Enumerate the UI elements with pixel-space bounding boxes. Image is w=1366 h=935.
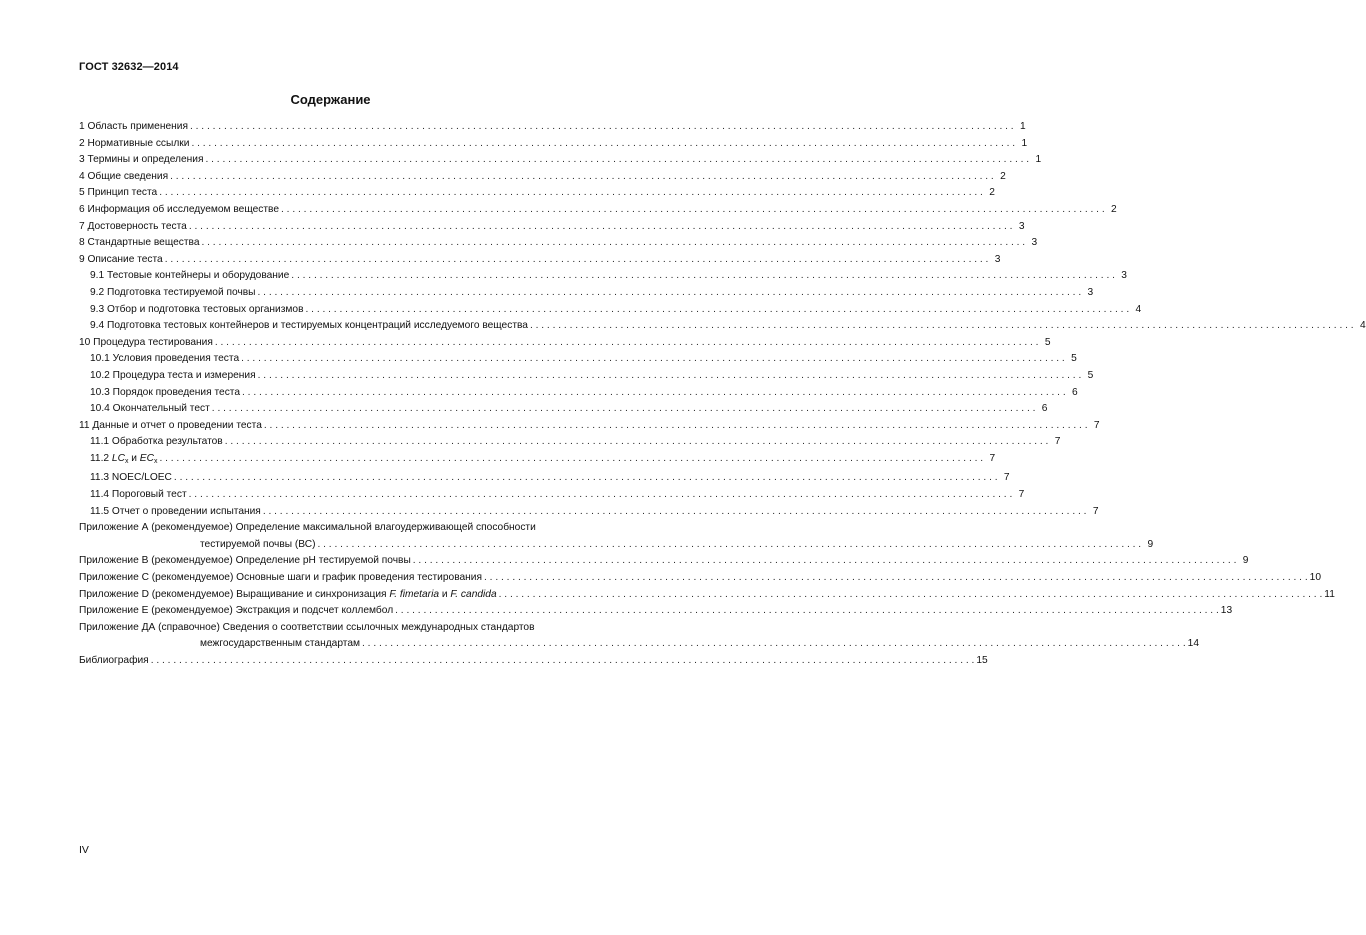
toc-entry[interactable] [79,620,1199,653]
leader-dots [413,553,1237,570]
toc-page-number: 5 [1071,353,1077,365]
toc-entry-label: Библиография [79,655,149,666]
leader-dots [170,169,994,186]
toc-label-part: Приложение D (рекомендуемое) Выращивание и синхронизация [79,588,390,600]
toc-entry[interactable] [79,451,996,471]
toc-page-number: 6 [1041,403,1048,415]
toc-page-number: 7 [1018,489,1025,501]
toc-page-number: 11 [1324,588,1335,600]
toc-page-number: 1 [1021,137,1028,149]
toc-entry[interactable] [79,285,1094,302]
toc-entry[interactable] [79,487,1025,504]
toc-entry[interactable] [79,418,1100,435]
page-title: Содержание [290,92,371,107]
toc-page-number: 2 [1000,170,1006,182]
leader-dots [242,385,1066,402]
toc-label-part: и [128,452,140,464]
toc-page-number: 7 [1093,419,1100,431]
toc-entry[interactable] [79,351,1077,368]
toc-entry-label: 11 Данные и отчет о проведении теста [79,419,262,431]
toc-page-number: 5 [1087,369,1094,381]
leader-dots [225,434,1049,451]
toc-entry-label: 11.3 NOEC/LOEC [90,472,172,484]
toc-entry-label: Приложение А (рекомендуемое) Определение максимальной влагоудерживающей способности [79,522,536,534]
toc-entry[interactable] [79,318,1366,335]
toc-entry-label-continued: межгосударственным стандартам [200,638,360,650]
toc-entry-label: 10.1 Условия проведения теста [90,353,240,365]
toc-entry-label: Приложение Е (рекомендуемое) Экстракция и подсчет коллембол [79,605,394,617]
leader-dots [362,636,1186,653]
toc-label-part: 11.2 [90,452,112,464]
toc-label-subscript: x [124,457,129,465]
leader-dots [212,401,1036,418]
toc-entry[interactable] [79,603,1233,620]
toc-entry-label: 11.5 Отчет о проведении испытания [90,505,261,517]
toc-entry-label: 5 Принцип теста [79,187,158,199]
toc-page-number: 3 [1121,270,1127,282]
toc-entry[interactable] [79,235,1038,252]
toc-entry[interactable] [79,169,1006,186]
leader-dots [159,451,983,468]
toc-entry-label: 10.2 Процедура теста и измерения [90,369,256,381]
toc-entry[interactable] [79,520,1154,553]
toc-entry-label: 11.4 Пороговый тест [90,489,187,501]
document-header: ГОСТ 32632—2014 [79,61,179,73]
toc-entry[interactable] [79,401,1048,418]
toc-page-number: 3 [994,253,1001,265]
toc-entry-label [79,451,157,471]
leader-dots [530,318,1354,335]
toc-entry[interactable] [79,553,1249,570]
leader-dots [258,285,1082,302]
leader-dots [189,219,1013,236]
leader-dots [159,185,983,202]
toc-page-number: 13 [1220,605,1233,617]
toc-page-number: 7 [1003,472,1010,484]
toc-entry-label: 9.2 Подготовка тестируемой почвы [90,286,256,298]
toc-entry-label: 9 Описание теста [79,253,163,265]
toc-page-number: 7 [989,452,996,464]
toc-entry-label-continued: тестируемой почвы (ВС) [200,538,316,550]
toc-page-number: 3 [1031,237,1038,249]
toc-entry-label: 8 Стандартные вещества [79,237,200,249]
toc-entry-label: 7 Достоверность теста [79,220,187,232]
toc-page-number: 10 [1309,572,1322,584]
toc-page-number: 2 [1111,203,1117,215]
toc-entry-label: 3 Термины и определения [79,154,204,166]
leader-dots [395,603,1219,620]
toc-entry-label [79,587,497,604]
toc-entry[interactable] [79,570,1322,587]
toc-entry[interactable] [79,335,1051,352]
toc-label-part: F. candida [450,588,497,600]
toc-entry[interactable] [79,653,988,670]
toc-entry-label: 10.3 Порядок проведения теста [90,386,241,398]
toc-entry-label: 9.3 Отбор и подготовка тестовых организмов [90,303,304,315]
toc-page-number: 4 [1135,303,1142,315]
leader-dots [174,470,998,487]
toc-page-number: 9 [1242,555,1249,567]
toc-entry[interactable] [79,385,1078,402]
toc-page-number: 4 [1359,320,1366,332]
toc-entry-label: 2 Нормативные ссылки [79,137,190,149]
leader-dots [258,368,1082,385]
toc-entry-label: 6 Информация об исследуемом веществе [79,203,280,215]
toc-label-subscript: x [153,457,158,465]
leader-dots [190,119,1014,136]
toc-page-number: 1 [1019,121,1026,132]
leader-dots [241,351,1065,368]
toc-entry[interactable] [79,252,1001,269]
toc-entry-label: 1 Область применения [79,121,188,132]
leader-dots [263,504,1087,521]
leader-dots [189,487,1013,504]
toc-entry[interactable] [79,434,1061,451]
leader-dots [151,653,975,670]
toc-entry[interactable] [79,136,1028,153]
toc-entry[interactable] [79,185,995,202]
toc-entry-label: Приложение В (рекомендуемое) Определение рН тестируемой почвы [79,555,411,567]
toc-page-number: 5 [1044,336,1051,348]
leader-dots [205,152,1029,169]
toc-entry-label: 9.1 Тестовые контейнеры и оборудование [90,270,290,282]
toc-label-part: EC [139,452,154,464]
toc-entry[interactable] [79,219,1025,236]
leader-dots [499,587,1323,604]
toc-page-number: 15 [976,655,988,666]
toc-page-number: 14 [1187,638,1199,650]
leader-dots [201,235,1025,252]
toc-entry-label: Приложение ДА (справочное) Сведения о соответствии ссылочных международных стандартов [79,621,535,633]
toc-page-number: 2 [989,187,995,199]
toc-page-number: 7 [1092,505,1099,517]
toc-entry-label: Приложение С (рекомендуемое) Основные шаги и график проведения тестирования [79,572,483,584]
toc-label-part: и [439,588,451,600]
toc-entry-label: 10 Процедура тестирования [79,336,213,348]
toc-label-part: F. fimetaria [389,588,439,600]
leader-dots [291,268,1115,285]
page-number: IV [79,844,89,856]
toc-entry-label: 4 Общие сведения [79,170,169,182]
leader-dots [215,335,1039,352]
table-of-contents [79,119,1366,670]
toc-page-number: 3 [1018,220,1025,232]
toc-page-number: 9 [1147,538,1154,550]
toc-entry-label: 9.4 Подготовка тестовых контейнеров и тестируемых концентраций исследуемого вещества [90,320,528,332]
toc-entry-label: 11.1 Обработка результатов [90,436,223,448]
leader-dots [281,202,1105,219]
toc-entry[interactable] [79,368,1094,385]
toc-entry[interactable] [79,202,1117,219]
toc-entry-label: 10.4 Окончательный тест [90,403,210,415]
leader-dots [191,136,1015,153]
leader-dots [165,252,989,269]
leader-dots [264,418,1088,435]
toc-label-part: LC [111,452,125,464]
toc-page-number: 1 [1035,154,1042,166]
toc-page-number: 3 [1087,286,1094,298]
leader-dots [317,537,1141,554]
toc-page-number: 6 [1072,386,1078,398]
toc-entry[interactable] [79,268,1127,285]
leader-dots [306,302,1130,319]
leader-dots [484,570,1308,587]
toc-entry[interactable] [79,152,1042,169]
toc-entry[interactable] [79,470,1010,487]
toc-entry[interactable] [79,504,1099,521]
toc-entry[interactable] [79,119,1026,136]
toc-page-number: 7 [1054,436,1061,448]
toc-entry[interactable] [79,587,1335,604]
toc-entry[interactable] [79,302,1142,319]
